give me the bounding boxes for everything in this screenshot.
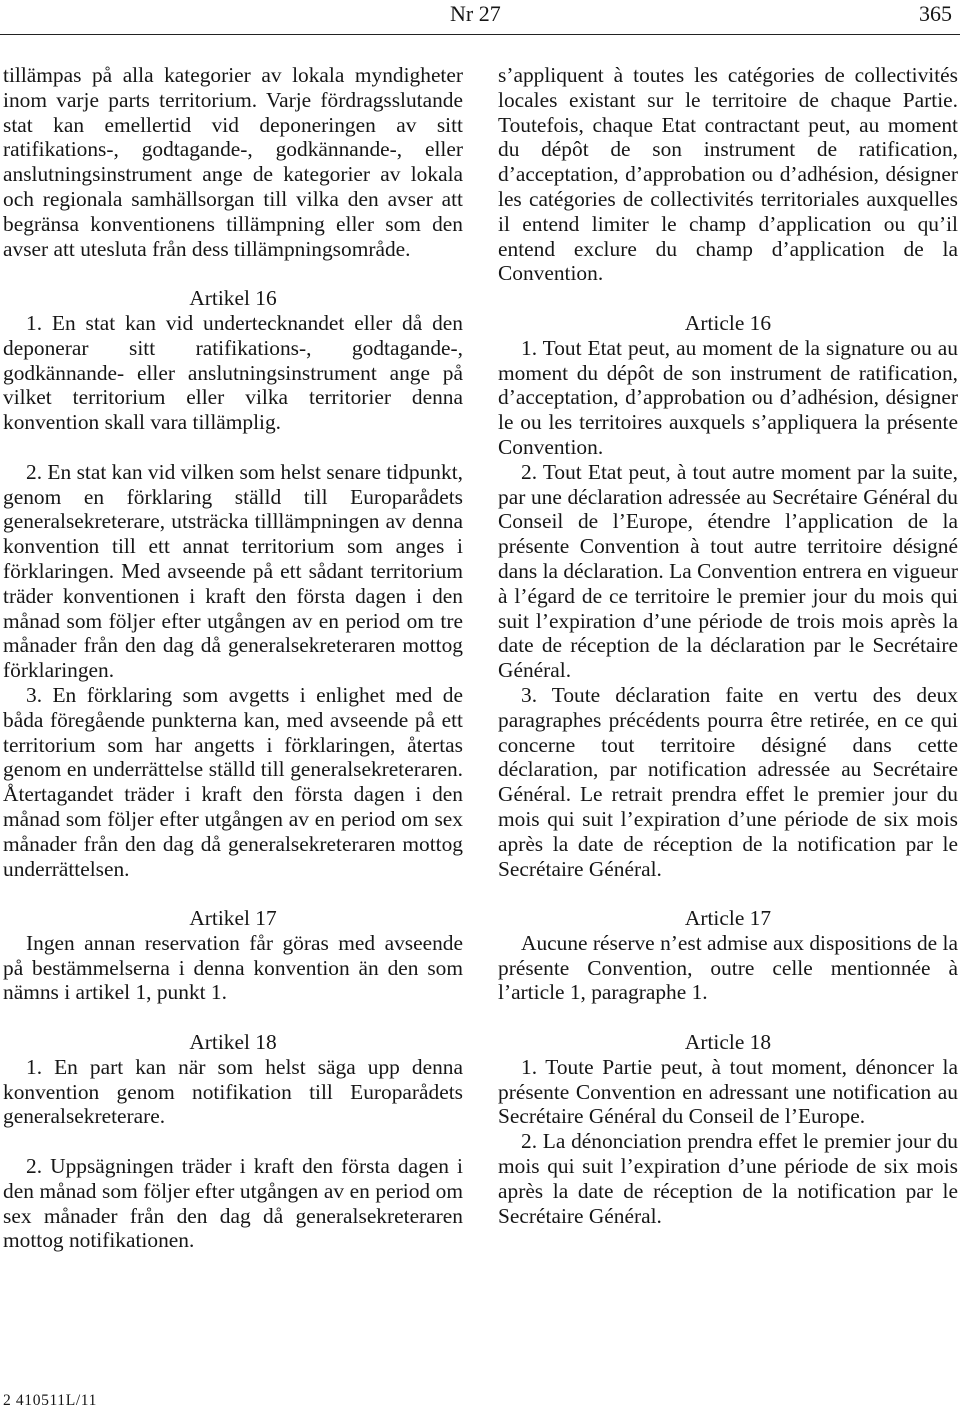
french-article-16-para-3: 3. Toute déclaration faite en vertu des deux paragraphes précédents pourra être retirée, en ce qui concerne tout territoire désigné dans cette déclaration, par notification adressée au Secrétaire Général. Le retrait prendra effet le premier jour du mois qui suit l’expiration d’une période de six mois après la date de réception de la notification par le Secrétaire Général.	[498, 682, 958, 881]
french-article-16-para-2: 2. Tout Etat peut, à tout autre moment par la suite, par une déclaration adressée au Secrétaire Général du Conseil de l’Europe, étendre l’application de la présente Convention à tout autre territoire désigné dans la déclaration. La Convention entrera en vigueur à l’égard de ce territoire le premier jour du mois qui suit l’expiration d’une période de trois mois après la date de réception de la déclaration par le Secrétaire Général.	[498, 459, 958, 683]
french-article-16-heading: Article 16	[684, 310, 772, 335]
swedish-article-16-heading: Artikel 16	[189, 286, 277, 311]
french-article-18-para-1: 1. Toute Partie peut, à tout moment, dénoncer la présente Convention en adressant une notification au Secrétaire Général du Conseil de l’Europe.	[498, 1054, 958, 1129]
swedish-article-16-para-3: 3. En förklaring som avgetts i enlighet med de båda föregående punkterna kan, med avseende på ett territorium som har angetts i förklaringen, återtas genom en underrättelse ställd till generalsekreteraren. Återtagandet träder i kraft den första dagen i den månad som följer efter utgången av en period om sex månader från den dag då generalsekreteraren mottog underrättelsen.	[3, 682, 463, 881]
header-rule	[0, 34, 960, 35]
swedish-article-16-para-2: 2. En stat kan vid vilken som helst senare tidpunkt, genom en förklaring ställd till Europarådets generalsekreterare, utsträcka tilllämpningen av denna konvention till ett annat territorium som anges i förklaringen. Med avseende på ett sådant territorium träder konventionen i kraft den första dagen i den månad som följer efter utgången av en period om tre månader från den dag då generalsekreteraren mottog förklaringen.	[3, 459, 463, 683]
page-number: 365	[919, 1, 952, 26]
swedish-article-17-para-1: Ingen annan reservation får göras med avseende på bestämmelserna i denna konvention än den som nämns i artikel 1, punkt 1.	[3, 930, 463, 1005]
swedish-article-17-heading: Artikel 17	[189, 906, 277, 931]
french-article-17-para-1: Aucune réserve n’est admise aux dispositions de la présente Convention, outre celle mentionnée à l’article 1, paragraphe 1.	[498, 930, 958, 1005]
french-article-18-heading: Article 18	[684, 1030, 772, 1055]
swedish-article-16-para-1: 1. En stat kan vid undertecknandet eller då den deponerar sitt ratifikations-, godtagande-, godkännande- eller anslutningsinstrument ange på vilket territorium eller vilka territorier denna konvention skall vara tillämplig.	[3, 310, 463, 435]
french-column	[498, 63, 958, 1228]
journal-number: Nr 27	[450, 1, 501, 26]
swedish-article-18-para-2: 2. Uppsägningen träder i kraft den första dagen i den månad som följer efter utgången av en period om sex månader från den dag då generalsekreteraren mottog notifikationen.	[3, 1154, 463, 1253]
french-article-16-para-1: 1. Tout Etat peut, au moment de la signature ou au moment du dépôt de son instrument de ratification, d’acceptation, d’approbation ou d’adhésion, désigner le ou les territoires auxquels s’appliquera la présente Convention.	[498, 335, 958, 459]
swedish-article-18-heading: Artikel 18	[189, 1030, 277, 1055]
swedish-article-18-para-1: 1. En part kan när som helst säga upp denna konvention genom notifikation till Europarådets generalsekreterare.	[3, 1054, 463, 1129]
french-article-18-para-2: 2. La dénonciation prendra effet le premier jour du mois qui suit l’expiration d’une période de six mois après la date de réception de la notification par le Secrétaire Général.	[498, 1129, 958, 1228]
french-article-17-heading: Article 17	[684, 906, 772, 931]
swedish-intro-paragraph: tillämpas på alla kategorier av lokala myndigheter inom varje parts territorium. Varje fördragsslutande stat kan emellertid vid deponeringen av sitt ratifikations-, godtagande-, godkännande-, eller anslutningsinstrument ange de kategorier av lokala och regionala samhällsorgan till vilka den avser att begränsa konventionens tillämpning eller som den avser att utesluta från dess tillämpningsområde.	[3, 63, 463, 261]
french-intro-paragraph: s’appliquent à toutes les catégories de collectivités locales existant sur le territoire de chaque Partie. Toutefois, chaque Etat contractant peut, au moment du dépôt de son instrument de ratification, d’acceptation, d’approbation ou d’adhésion, désigner les catégories de collectivités territoriales auxquelles il entend limiter le champ d’application ou qu’il entend exclure du champ d’application de la Convention.	[498, 63, 958, 286]
swedish-column	[3, 63, 463, 1253]
footer-print-code: 2 410511L/11	[3, 1392, 97, 1409]
